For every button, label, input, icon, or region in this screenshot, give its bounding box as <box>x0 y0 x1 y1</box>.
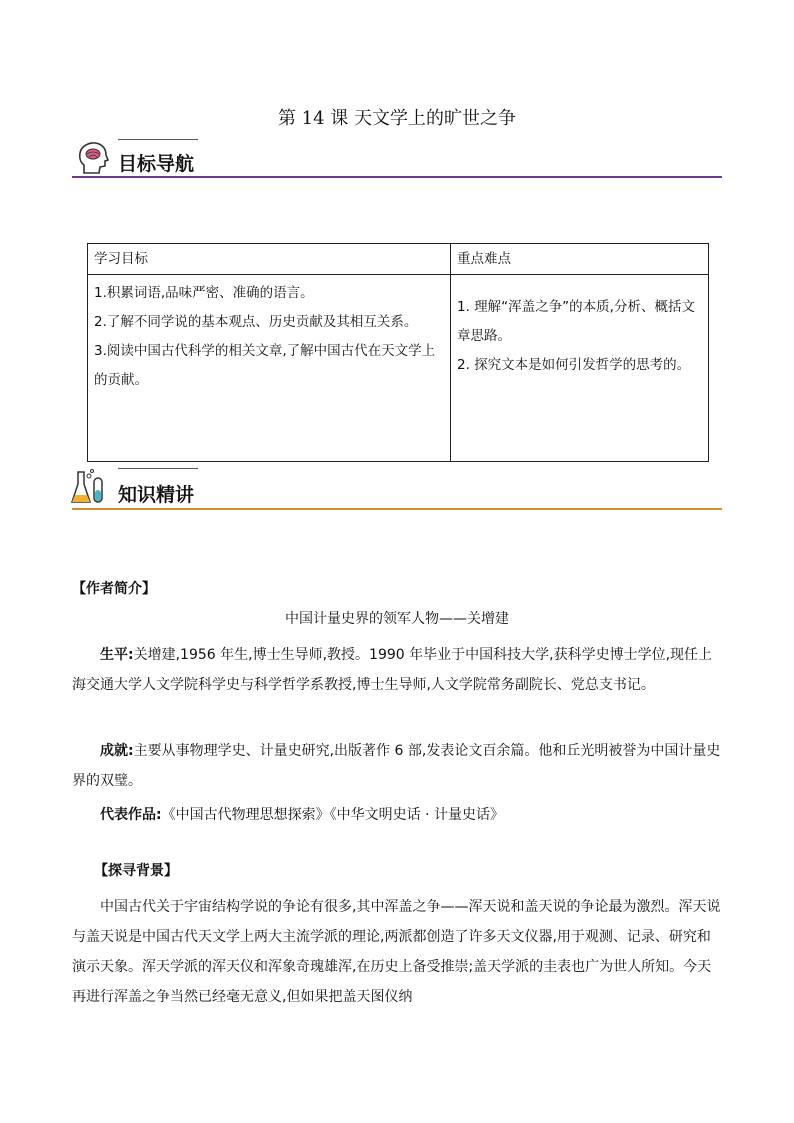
author-bio <box>72 640 722 700</box>
works-text: 《中国古代物理思想探索》《中华文明史话 · 计量史话》 <box>161 807 504 823</box>
keypoint-item: 1. 理解“浑盖之争”的本质,分析、概括文章思路。 <box>457 299 695 344</box>
section-heading-goals: 目标导航 <box>118 153 195 175</box>
works-label: 代表作品: <box>100 807 162 823</box>
author-achievements <box>72 736 722 796</box>
section-divider <box>72 508 722 510</box>
section-divider <box>72 176 722 178</box>
background-text: 中国古代关于宇宙结构学说的争论有很多,其中浑盖之争——浑天说和盖天说的争论最为激烈。浑天说与盖天说是中国古代天文学上两大主流学派的理论,两派都创造了许多天文仪器,用于观测、记录、研究和演示天象。浑天学派的浑天仪和浑象奇瑰雄浑,在历史上备受推崇;盖天学派的圭表也广为世人所知。今天再进行浑盖之争当然已经毫无意义,但如果把盖天图仪纳 <box>72 899 721 1005</box>
flask-lab-icon <box>70 468 110 508</box>
achieve-text: 主要从事物理学史、计量史研究,出版著作 6 部,发表论文百余篇。他和丘光明被誉为中国计量史界的双璧。 <box>72 743 721 789</box>
goal-item: 3.阅读中国古代科学的相关文章,了解中国古代在天文学上的贡献。 <box>94 343 436 388</box>
table-header-keypoints: 重点难点 <box>451 244 709 275</box>
author-label: 【作者简介】 <box>72 581 156 597</box>
keypoint-item: 2. 探究文本是如何引发哲学的思考的。 <box>457 357 691 373</box>
goal-item: 1.积累词语,品味严密、准确的语言。 <box>94 285 314 301</box>
goal-item: 2.了解不同学说的基本观点、历史贡献及其相互关系。 <box>94 314 418 330</box>
heading-accent-line <box>118 139 198 140</box>
keypoints-cell <box>451 275 709 462</box>
bio-text: 关增建,1956 年生,博士生导师,教授。1990 年毕业于中国科技大学,获科学史博士学位,现任上海交通大学人文学院科学史与科学哲学系教授,博士生导师,人文学院常务副院长、党总支书记。 <box>72 647 713 693</box>
brain-head-icon <box>74 139 112 177</box>
heading-accent-line <box>118 468 198 469</box>
table-header-goals: 学习目标 <box>88 244 451 275</box>
page-title: 第 14 课 天文学上的旷世之争 <box>277 108 517 129</box>
author-subtitle: 中国计量史界的领军人物——关增建 <box>285 611 509 627</box>
background-label: 【探寻背景】 <box>94 863 178 879</box>
goals-cell <box>88 275 451 462</box>
section-heading-knowledge: 知识精讲 <box>118 484 195 506</box>
goals-table <box>87 243 709 462</box>
author-works <box>72 800 722 830</box>
achieve-label: 成就: <box>100 743 134 759</box>
bio-label: 生平: <box>100 647 134 663</box>
